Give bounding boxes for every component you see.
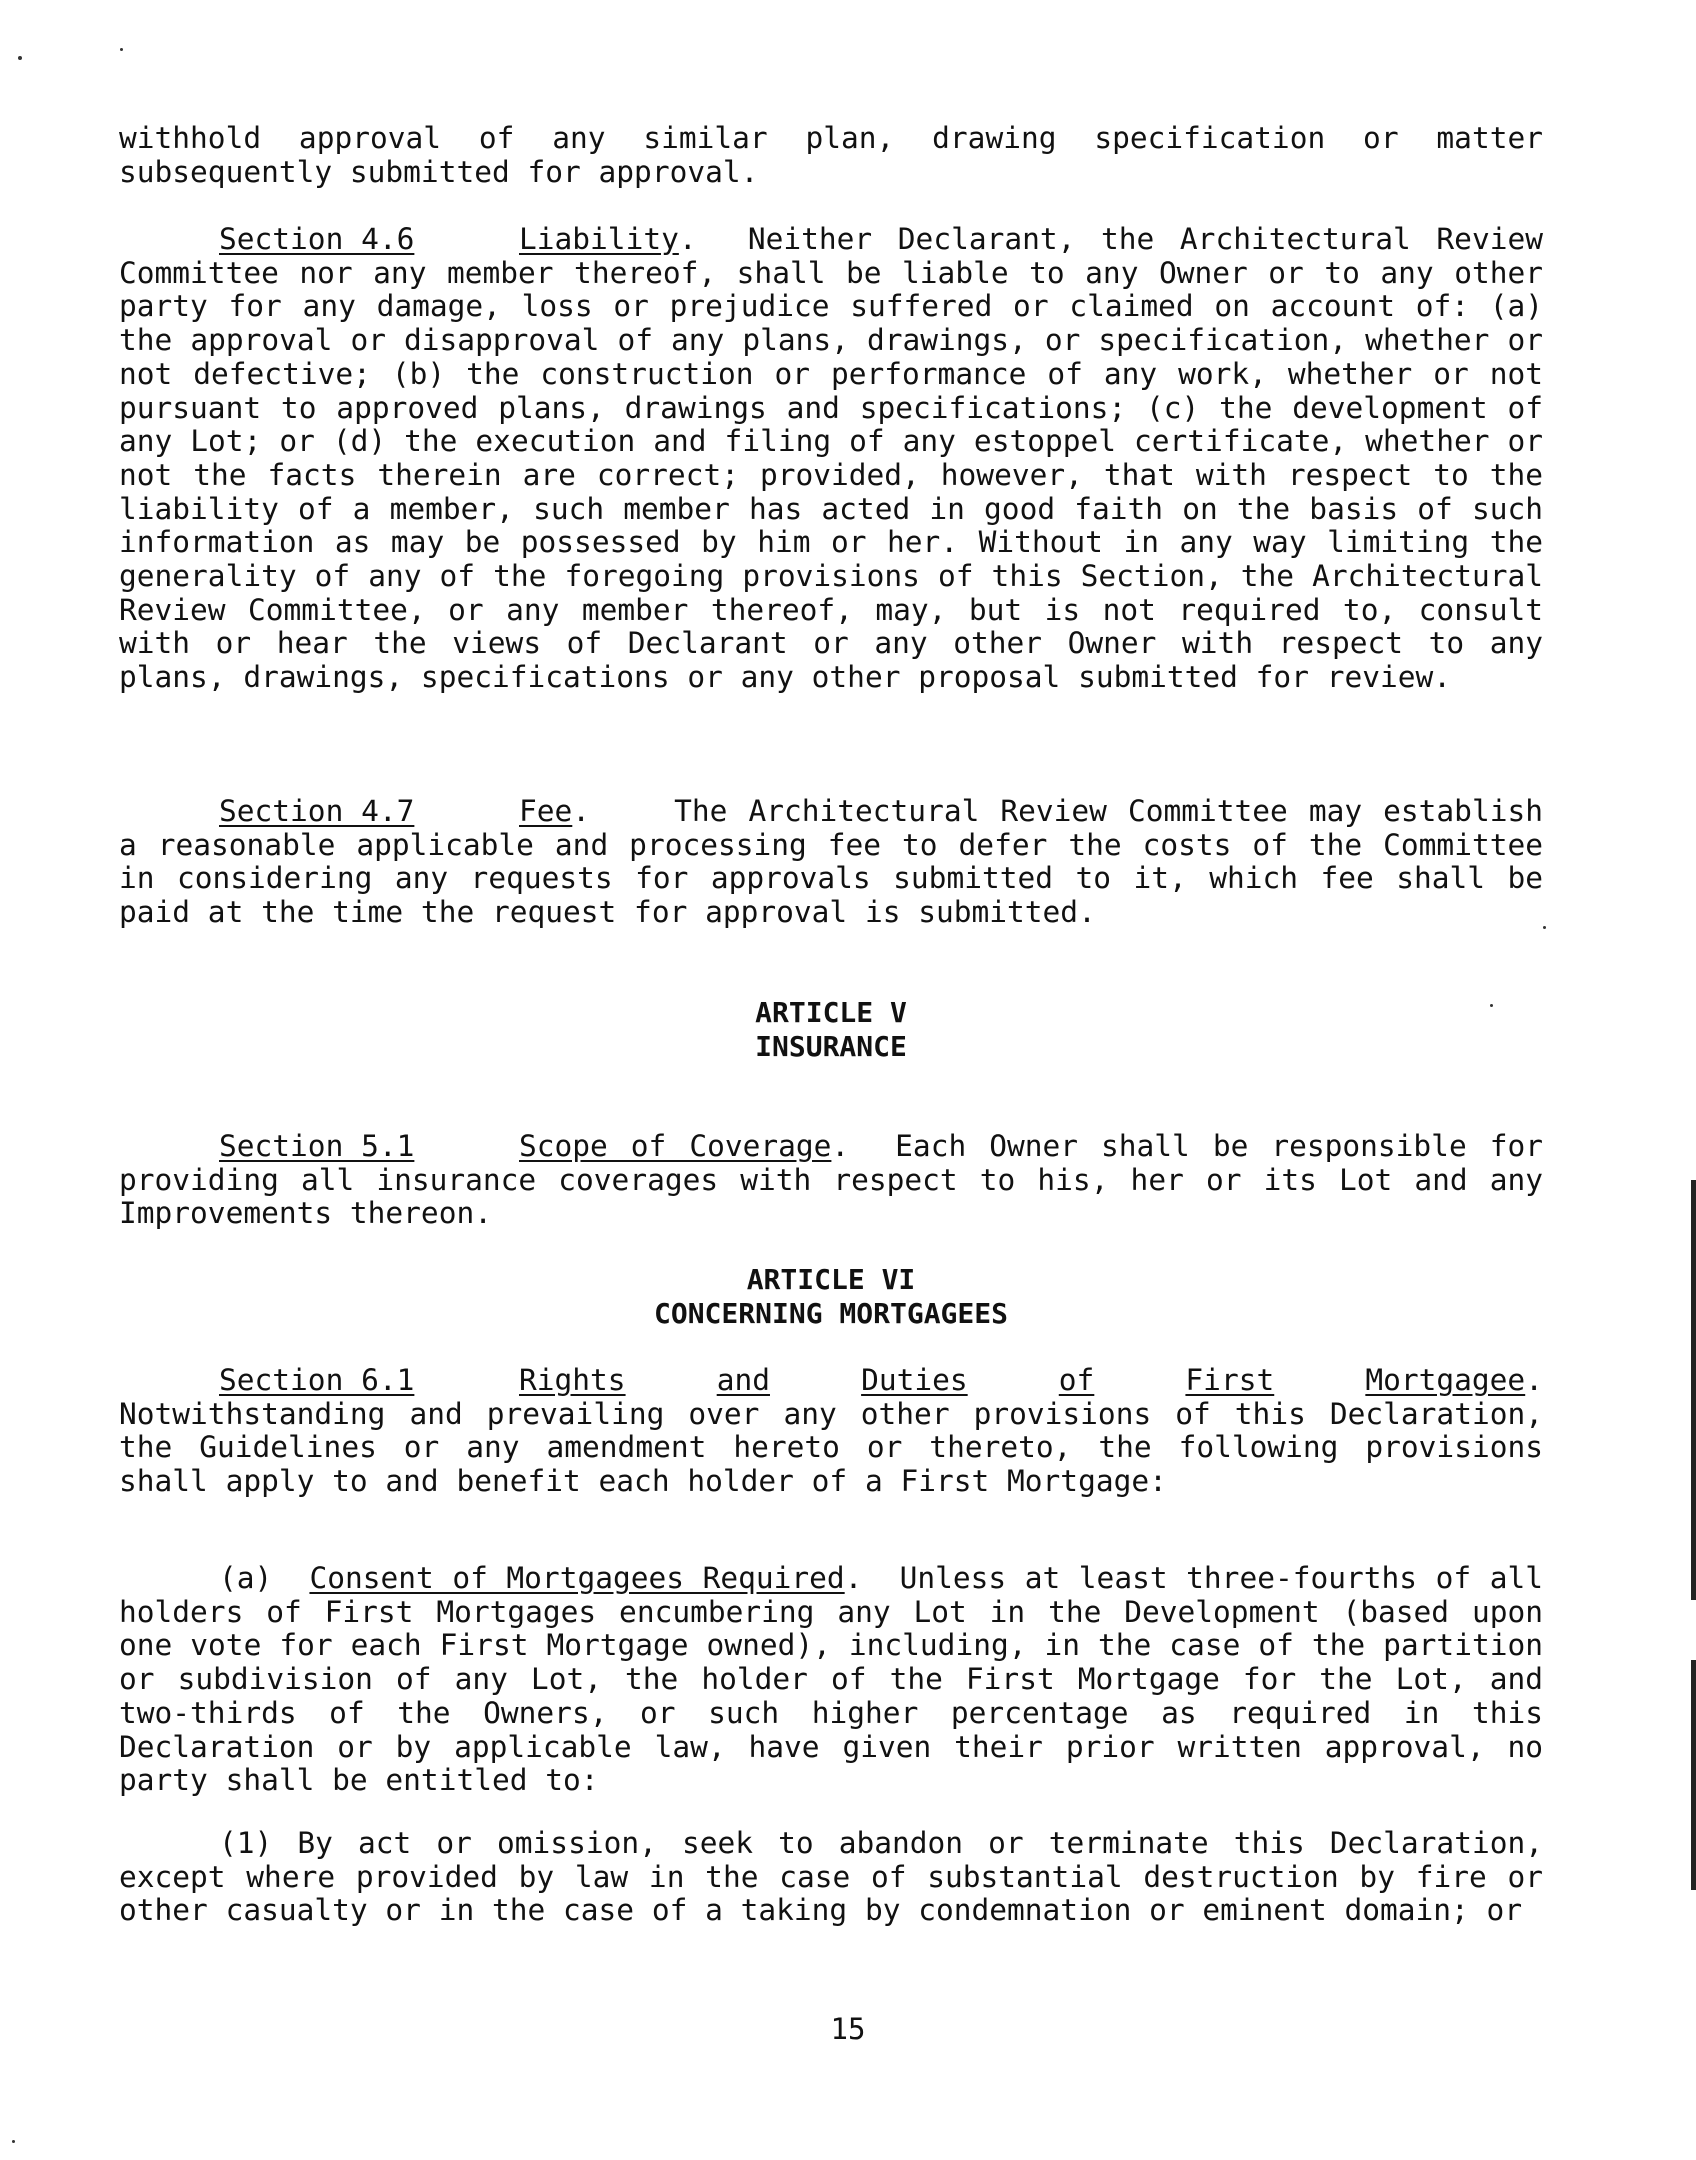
scan-edge: [1691, 1180, 1696, 1600]
section-6-1-title-line: Section 6.1 Rights and Duties of First Mortgagee .: [219, 1363, 1543, 1397]
subsection-body: Unless at least three-fourths of all holders of First Mortgages encumbering any Lot in the Development (based upon one vote for each First Mortgage owned), including, in the case of the partition or subdivision of any Lot, the holder of the First Mortgage for the Lot, and two-thirds of the Owners, or such higher percentage as required in this Declaration or by applicable law, have given their prior written approval, no party shall be entitled to:: [119, 1561, 1543, 1798]
opening-paragraph: withhold approval of any similar plan, drawing specification or matter subsequently submitted for approval.: [119, 121, 1543, 189]
item-marker: (1): [219, 1826, 273, 1860]
scan-speck: [120, 48, 123, 51]
article-6-subheading: CONCERNING MORTGAGEES: [653, 1297, 1008, 1330]
opening-block: [119, 122, 1543, 189]
section-title: Liability: [519, 222, 679, 256]
section-5-1: [119, 1130, 1543, 1231]
section-6-1-body: Notwithstanding and prevailing over any other provisions of this Declaration, the Guidelines or any amendment hereto or thereto, the following provisions shall apply to and benefit each holder of a First Mortgage:: [119, 1396, 1543, 1499]
section-6-1: [119, 1364, 1543, 1499]
subsection-marker: (a): [219, 1561, 273, 1595]
section-number: Section 6.1: [219, 1363, 415, 1397]
item-body: By act or omission, seek to abandon or terminate this Declaration, except where provided by law in the case of substantial destruction by fire or other casualty or in the case of a taking by condemnation or eminent domain; or: [119, 1826, 1543, 1928]
section-body: The Architectural Review Committee may establish a reasonable applicable and processing fee to defer the costs of the Committee in considering any requests for approvals submitted to it, which fee shall be paid at the time the request for approval is submitted.: [119, 794, 1543, 930]
scan-speck: [18, 56, 22, 60]
section-4-6-paragraph: Section 4.6 Liability. Neither Declarant, the Architectural Review Committee nor any member thereof, shall be liable to any Owner or to any other party for any damage, loss or prejudice suffered or claimed on account of: (a) the approval or disapproval of any plans, drawings, or specification, whether or not defective; (b) the construction or performance of any work, whether or not pursuant to approved plans, drawings and specifications; (c) the development of any Lot; or (d) the execution and filing of any estoppel certificate, whether or not the facts therein are correct; provided, however, that with respect to the liability of a member, such member has acted in good faith on the basis of such information as may be possessed by him or her. Without in any way limiting the generality of any of the foregoing provisions of this Section, the Architectural Review Committee, or any member thereof, may, but is not required to, consult with or hear the views of Declarant or any other Owner with respect to any plans, drawings, specifications or any other proposal submitted for review.: [119, 222, 1543, 695]
article-6-heading: ARTICLE VI: [746, 1263, 916, 1296]
scan-edge: [1691, 1660, 1696, 1890]
scan-speck: [12, 2140, 15, 2143]
title-word: and: [716, 1363, 770, 1397]
section-title: Fee: [519, 794, 573, 828]
page-number: 15: [830, 2012, 866, 2046]
section-5-1-paragraph: Section 5.1 Scope of Coverage. Each Owner shall be responsible for providing all insurance coverages with respect to his, her or its Lot and any Improvements thereon.: [119, 1129, 1543, 1231]
section-body: Neither Declarant, the Architectural Review Committee nor any member thereof, shall be liable to any Owner or to any other party for any damage, loss or prejudice suffered or claimed on account of: (a) the approval or disapproval of any plans, drawings, or specification, whether or not defective; (b) the construction or performance of any work, whether or not pursuant to approved plans, drawings and specifications; (c) the development of any Lot; or (d) the execution and filing of any estoppel certificate, whether or not the facts therein are correct; provided, however, that with respect to the liability of a member, such member has acted in good faith on the basis of such information as may be possessed by him or her. Without in any way limiting the generality of any of the foregoing provisions of this Section, the Architectural Review Committee, or any member thereof, may, but is not required to, consult with or hear the views of Declarant or any other Owner with respect to any plans, drawings, specifications or any other proposal submitted for review.: [119, 222, 1543, 695]
title-word: Mortgagee: [1365, 1363, 1526, 1397]
title-word: Duties: [861, 1363, 968, 1397]
section-title: [519, 1364, 1525, 1398]
article-5-heading: ARTICLE V: [755, 996, 907, 1029]
article-5-subheading: INSURANCE: [755, 1030, 907, 1063]
subsection-a: [119, 1562, 1543, 1798]
section-4-7: [119, 795, 1543, 930]
subsection-a-paragraph: (a) Consent of Mortgagees Required. Unless at least three-fourths of all holders of First Mortgages encumbering any Lot in the Development (based upon one vote for each First Mortgage owned), including, in the case of the partition or subdivision of any Lot, the holder of the First Mortgage for the Lot, and two-thirds of the Owners, or such higher percentage as required in this Declaration or by applicable law, have given their prior written approval, no party shall be entitled to:: [119, 1561, 1543, 1798]
section-4-7-paragraph: Section 4.7 Fee. The Architectural Review Committee may establish a reasonable applicable and processing fee to defer the costs of the Committee in considering any requests for approvals submitted to it, which fee shall be paid at the time the request for approval is submitted.: [119, 794, 1543, 930]
section-body: Each Owner shall be responsible for providing all insurance coverages with respect to his, her or its Lot and any Improvements thereon.: [119, 1129, 1543, 1231]
item-1-paragraph: [119, 1827, 1543, 1928]
title-word: of: [1058, 1363, 1095, 1397]
section-4-6: [119, 223, 1543, 695]
scan-speck: [1543, 926, 1546, 929]
title-word: First: [1185, 1363, 1275, 1397]
section-number: Section 5.1: [219, 1129, 415, 1163]
item-1: [119, 1827, 1543, 1928]
section-title: Scope of Coverage: [519, 1129, 832, 1163]
title-word: Rights: [519, 1363, 626, 1397]
section-number: Section 4.6: [219, 222, 415, 256]
subsection-title: Consent of Mortgagees Required: [309, 1561, 845, 1595]
section-number: Section 4.7: [219, 794, 415, 828]
